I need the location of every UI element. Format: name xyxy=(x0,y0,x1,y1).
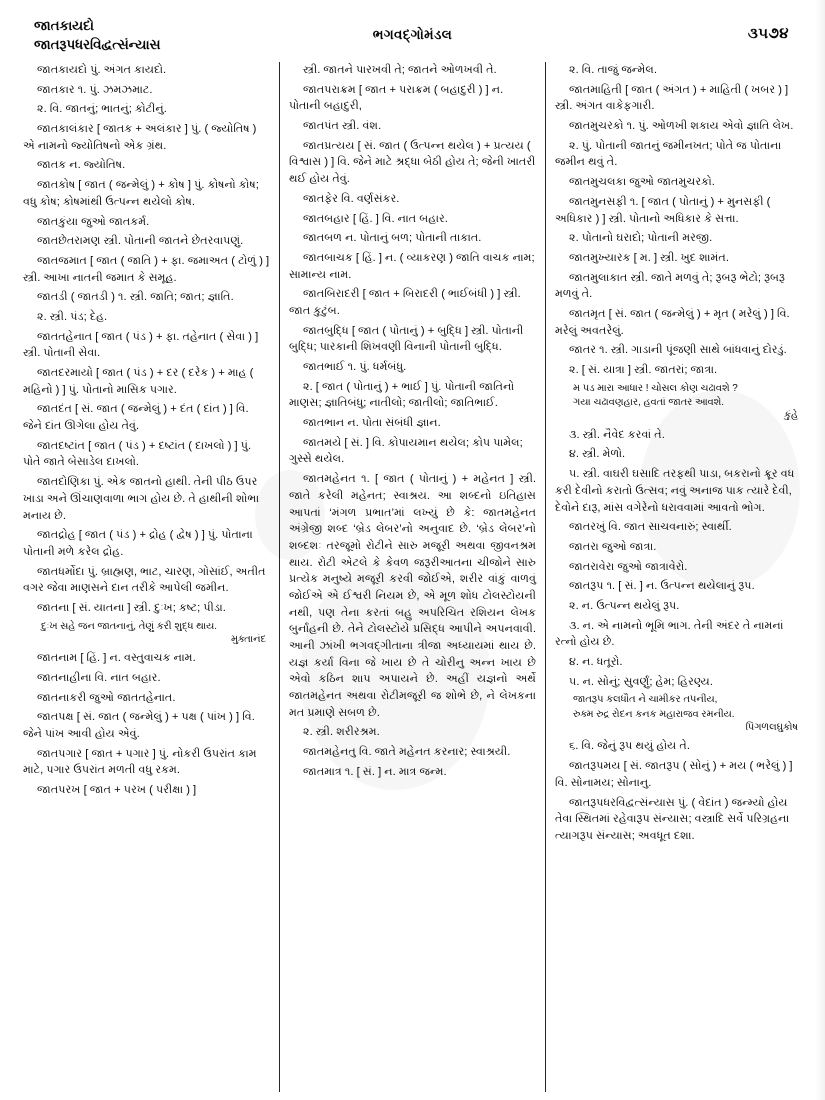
dictionary-entry: ૫. સ્ત્રી. વાઘરી ઘસાદિ તરફથી પાડા, બકરાનો ક્રૂર વધ કરી દેવીનો કરાતો ઉત્સવ; નવું અનાજ પાક ત્યારે દેવી, દેવોને દારૂ, માંસ વગેરેનો ધરાવવામાં આવતો ભોગ. xyxy=(555,468,795,514)
dictionary-entry: જાતબિરાદરી [ જાત + બિરાદરી ( ભાઈબંધી ) ] સ્ત્રી. જાત કુટુંબ. xyxy=(289,288,521,317)
dictionary-entry: જાતમુનસફી ૧. [ જાત ( પોતાનું ) + મુનસફી ( અધિકાર ) ] સ્ત્રી. પોતાનો અધિકાર કે સત્તા. xyxy=(555,195,771,225)
running-title: ભગવદ્ગોમંડલ xyxy=(372,27,453,42)
quote-attribution: પિંગળલઘુકોષ xyxy=(745,722,798,734)
dictionary-entry: જાતનાકરી જુઓ જાતતહેનાત. xyxy=(37,691,176,704)
dictionary-entry: જાતબુદ્ધિ [ જાત ( પોતાનું ) + બુદ્ધિ ] સ્ત્રી. પોતાની બુદ્ધિ; પારકાની શિખવણી વિનાની પોતાની બુદ્ધિ. xyxy=(289,324,524,354)
dictionary-entry: જાતબહાર [ હિં. ] વિ. નાત બહાર. xyxy=(303,212,448,225)
quote-line: રુક્મ રુદ્ર રોદન કનક મહારાજવ રમનીય. xyxy=(573,708,735,720)
dictionary-entry: જાતધર્મોદા પું. બ્રાહ્મણ, ભાટ, ચારણ, ગોસાંઈ, અતીત વગર જેવા માણસને દાન તરીકે આપેલી જમીન. xyxy=(23,565,266,595)
quote-line: ગયા ચઢાવણહાર, હવતાં જાતર આવશે. xyxy=(573,397,725,409)
dictionary-entry: ૪. સ્ત્રી. મેળો. xyxy=(569,448,626,461)
dictionary-entry: ૨. પોતાનો ઘરાદો; પોતાની મરજી. xyxy=(569,232,713,245)
dictionary-entry: જાતપરાક્રમ [ જાત + પરાક્રમ ( બહાદુરી ) ] ન. પોતાની બહાદુરી, xyxy=(289,83,504,113)
dictionary-entry: જાતપંત સ્ત્રી. વંશ. xyxy=(303,120,382,133)
dictionary-entry: જાતરૂપમય [ સં. જાતરૂપ ( સોનું ) + મય ( ભરેલું ) ] વિ. સોનામય; સોનાનુ. xyxy=(555,760,793,789)
guide-word-last: જાતરૂપધરવિદ્વત્સંન્યાસ xyxy=(34,37,161,53)
dictionary-entry: જાતપરખ [ જાત + પરખ ( પરીક્ષા ) ] xyxy=(37,784,197,797)
dictionary-entry: ૨. [ સં. યાત્રા ] સ્ત્રી. જાતરાં; જાત્રા. xyxy=(569,364,718,376)
quote-line: મ પડ મારા આધાર ! ચોસલ કોણ ચઢાવશે ? xyxy=(573,382,738,394)
dictionary-entry: જાતકોષ [ જાત ( જન્મેલું ) + કોષ ] પું. કોષનો કોષ; વધુ કોષ; કોષમાંથી ઉત્પન્ન થયેલો કોષ. xyxy=(23,179,259,208)
dictionary-entry: જાતર ૧. સ્ત્રી. ગાડાની પૂંજણી સાથે બાંધવાનું દોરડું. xyxy=(569,344,787,357)
dictionary-entry: ૩. ન. એ નામનો ભૂમિ ભાગ. તેની અંદર તે નામનાં રત્નો હોય છે. xyxy=(555,619,784,649)
dictionary-entry: જાતતહેનાત [ જાત ( પંડ ) + ફા. તહેનાત ( સેવા ) ] સ્ત્રી. પોતાની સેવા. xyxy=(23,330,259,360)
dictionary-entry: જાતરૂપ ૧. [ સં. ] ન. ઉત્પન્ન થયેલાનું રૂપ. xyxy=(569,580,755,593)
dictionary-entry: ૨. વિ. જાતનું; ભાતનું; કોટીનું. xyxy=(37,103,167,116)
column-2 xyxy=(279,62,545,1092)
dictionary-entry: ૨. ન. ઉત્પન્ન થયેલું રૂપ. xyxy=(569,599,680,612)
dictionary-entry: જાતભાન ન. પોતા સંબંધી જ્ઞાન. xyxy=(303,417,441,430)
dictionary-entry: જાતરા જુઓ જાત્રા. xyxy=(569,540,657,553)
dictionary-entry: જાતબાચક [ હિં. ] ન. ( વ્યાકરણ ) જાતિ વાચક નામ; સામાન્ય નામ. xyxy=(289,251,535,281)
dictionary-entry: ૩. સ્ત્રી. નૈવેદ કરવાં તે. xyxy=(569,428,665,441)
column-3 xyxy=(545,62,811,1092)
dictionary-entry: જાતદંત [ સં. જાત ( જન્મેલું ) + દંત ( દાંત ) ] વિ. જેને દાંત ઊગેલા હોય તેવું. xyxy=(23,403,249,433)
column-container xyxy=(14,62,811,1092)
dictionary-entry: જાતના [ સં. યાતના ] સ્ત્રી. દુઃખ; કષ્ટ; પીડા. xyxy=(37,601,226,614)
entry-paragraph: જાતમહેનત ૧. [ જાત ( પોતાનું ) + મહેનત ] સ્ત્રી. જાતે કરેલી મહેનત; સ્વાશ્રય. આ શબ્દનો ઇતિહાસ આપતાં ‘મંગળ પ્રભાત’માં લખ્યું છે કે: જાતમહેનત અંગ્રેજી શબ્દ ‘બ્રેડ લેબર’નો અનુવાદ છે. ‘બ્રેડ લેબર’નો શબ્દશઃ તરજૂમો રોટીને સારુ મજૂરી અથવા જીવનશ્રમ થાય. રોટી એટલે કે કેવળ જરૂરીઆતના ચીજોને સારુ પ્રત્યેક મનુષ્યે મજૂરી કરવી જોઈએ, શરીર વાંકું વાળવું જોઈએ એ ઈશ્વરી નિયમ છે, એ મૂળ શોધ ટોલસ્ટોયની નથી, પણ તેના કરતાં બહુ અપરિચિત રશિયન લેખક બુર્નાંહની છે. તેને ટોલસ્ટોયે પ્રસિદ્ધ આપીને અપનવાવી. આની ઝાંખી ભગવદ્ગીતાના ત્રીજા અધ્યાયમાં થાય છે. યજ્ઞ કર્યા વિના જે ખાય છે તે ચોરીનુ અન્ન ખાય છે એવો કઠિન શાપ અપાયને છે. અહીં યજ્ઞનો અર્થે જાતમહેનત અથવા રોટીમજૂરી જ શોભે છે, ને લેખકના મત પ્રમાણે સબળ છે. xyxy=(289,473,536,719)
dictionary-entry: જાતજમાત [ જાત ( જાતિ ) + ફા. જમાઅત ( ટોળું ) ] સ્ત્રી. આખા નાતની જમાત કે સમૂહ. xyxy=(23,254,270,284)
dictionary-entry: જાતપગાર [ જાત + પગાર ] પું. નોકરી ઉપરાંત કામ માટે, પગાર ઉપરાંત મળતી વધુ રકમ. xyxy=(23,747,257,777)
dictionary-entry: જાતરૂપધરવિદ્વત્સંન્યાસ પું. ( વેદાંત ) જન્મ્યો હોય તેવા સ્થિતમાં રહેવારૂપ સંન્યાસ; વસ્ત્રાદિ સર્વે પરિગ્રહના ત્યાગરૂપ સંન્યાસ; અવધૂત દશા. xyxy=(555,796,790,842)
dictionary-entry: જાતનામ [ હિં. ] ન. વસ્તુવાચક નામ. xyxy=(37,652,196,665)
dictionary-entry: જાતદરમાયો [ જાત ( પંડ ) + દર ( દરેક ) + માહ ( મહિનો ) ] પું. પોતાનો માસિક પગાર. xyxy=(23,367,254,396)
dictionary-entry: જાતકાયદો પું. અંગત કાયદો. xyxy=(37,64,167,76)
dictionary-entry: જાતપ્રત્યય [ સં. જાત ( ઉત્પન્ન થયેલ ) + પ્રત્યય ( વિશ્વાસ ) ] વિ. જેને માટે શ્રદ્ધા બેઠી હોય તે; જેની ખાતરી થઈ હોય તેવું. xyxy=(289,139,536,186)
dictionary-entry: જાતમાહિતી [ જાત ( અંગત ) + માહિતી ( ખબર ) ] સ્ત્રી. અંગત વાકેફગારી. xyxy=(555,83,789,113)
dictionary-entry: જાતકાલંકાર [ જાતક + અલંકાર ] પું. ( જ્યોતિષ ) એ નામનો જ્યોતિષનો એક ગ્રંથ. xyxy=(23,123,257,152)
dictionary-entry: જાતમુલાકાત સ્ત્રી. જાતે મળવું તે; રૂબરૂ ભેટો; રૂબરૂ મળવું તે. xyxy=(555,271,785,301)
quote-line: જાતરૂપ કલધૌત ને ચામીકર તપનીય, xyxy=(573,694,718,706)
dictionary-entry: જાતદ્રોહ [ જાત ( પંડ ) + દ્રોહ ( દ્વેષ ) ] પું. પોતાના પોતાની મળે કરેલ દ્રોહ. xyxy=(23,529,253,558)
dictionary-entry: જાતમાત્ર ૧. [ સં. ] ન. માત્ર જન્મ. xyxy=(303,765,447,778)
dictionary-entry: જાતપક્ષ [ સં. જાત ( જન્મેલું ) + પક્ષ ( પાંખ ) ] વિ. જેને પાંખ આવી હોય એવું. xyxy=(23,711,255,741)
scan-edge-shadow xyxy=(815,0,825,1100)
citation-quote xyxy=(555,382,802,424)
dictionary-entry: જાતમુચરકો ૧. પું. ઓળખી શકાય એવો જ્ઞાતિ લેખ. xyxy=(569,120,794,133)
dictionary-entry: સ્ત્રી. જાતને પારખવી તે; જાતને ઓળખવી તે. xyxy=(303,64,497,76)
dictionary-entry: ૨. સ્ત્રી. પંડ; દેહ. xyxy=(37,310,108,323)
quote-attribution: કુંહે xyxy=(784,410,798,422)
dictionary-entry: જાતક ન. જ્યોતિષ. xyxy=(37,159,126,172)
dictionary-entry: જાતદષ્ટાંત [ જાત ( પંડ ) + દષ્ટાંત ( દાખલો ) ] પું. પોતે જાતે બેસાડેલ દાખલો. xyxy=(23,439,252,469)
quote-attribution: મુક્તાનંદ xyxy=(230,633,266,645)
page-header xyxy=(14,16,811,68)
dictionary-entry: જાતકુંયા જુઓ જાતકર્મ. xyxy=(37,215,150,228)
dictionary-entry: જાતમૃત [ સં. જાત ( જન્મેલું ) + મૃત ( મરેલું ) ] વિ. મરેલું અવતરેલું. xyxy=(555,307,790,337)
dictionary-entry: જાતનાહીના વિ. નાત બહાર. xyxy=(37,672,161,685)
dictionary-entry: ૬. વિ. જેનું રૂપ થયું હોય તે. xyxy=(569,740,690,753)
dictionary-entry: જાતભાઈ ૧. પું. ધર્મબંધુ. xyxy=(303,361,407,373)
dictionary-entry: જાતરખું વિ. જાત સાચવનારું; સ્વાર્થી. xyxy=(569,521,732,534)
dictionary-entry: ૨. સ્ત્રી. શરીરશ્રમ. xyxy=(303,726,380,739)
dictionary-entry: ૨. [ જાત ( પોતાનું ) + ભાઈ ] પું. પોતાની જાતિનો માણસ; જ્ઞાતિબંધુ; નાતીલો; જાતીલો; જાતિભાઈ. xyxy=(289,380,515,410)
dictionary-entry: જાતમુખ્યારક [ મ. ] સ્ત્રી. ખુદ શામંત. xyxy=(569,251,729,264)
dictionary-entry: ૨. પું. પોતાની જાતનું જમીનખત; પોતે જ પોતાના જમીન થવું તે. xyxy=(555,139,782,169)
dictionary-entry: જાતડી ( જાતડી ) ૧. સ્ત્રી. જાતિ; જાત; જ્ઞાતિ. xyxy=(37,291,234,304)
dictionary-entry: જાતમુચલકા જુઓ જાતમુચરકો. xyxy=(569,176,715,189)
dictionary-entry: ૫. ન. સોનું; સુવર્ણું; હેમ; હિરણ્ય. xyxy=(569,675,713,688)
dictionary-entry: જાતરાવેરા જુઓ જાત્રાવેરો. xyxy=(569,560,688,573)
citation-quote xyxy=(555,693,802,735)
quote-line: દુઃખ સહે જન જાતનાનું, તેણું કરી શુદ્ધ થાય. xyxy=(41,620,217,632)
dictionary-entry: જાતછેતરામણ સ્ત્રી. પોતાની જાતને છેતરવાપણું. xyxy=(37,235,244,248)
guide-word-first: જાતકાયદો xyxy=(34,18,94,33)
dictionary-entry: જાતમયે [ સં. ] વિ. કોપાયમાન થયેલ; કોપ પામેલ; ગુસ્સે થયેલ. xyxy=(289,436,523,466)
dictionary-entry: જાતમહેનતુ વિ. જાતે મહેનત કરનાર; સ્વાશ્રયી. xyxy=(303,746,511,759)
page-number: ૩૫૭૪ xyxy=(747,25,789,42)
dictionary-entry: ૪. ન. ધતૂરો. xyxy=(569,656,623,669)
dictionary-entry: જાતફેર વિ. વર્ણસંકર. xyxy=(303,192,400,205)
citation-quote xyxy=(23,620,270,648)
dictionary-entry: જાતબળ ન. પોતાનું બળ; પોતાની તાકાત. xyxy=(303,232,482,245)
column-1 xyxy=(14,62,279,1092)
dictionary-entry: જાતદોણિકા પું. એક જાતનો હાથી. તેની પીઠ ઉપર ખાડા અને ઊંચાણવાળા ભાગ હોય છે. તે હાથીની શોભા મનાય છે. xyxy=(23,476,260,522)
dictionary-entry: જાતકાર ૧. પું. ઝમઝમાટ. xyxy=(37,83,153,96)
dictionary-entry: ૨. વિ. તાજું જન્મેલ. xyxy=(569,64,658,76)
